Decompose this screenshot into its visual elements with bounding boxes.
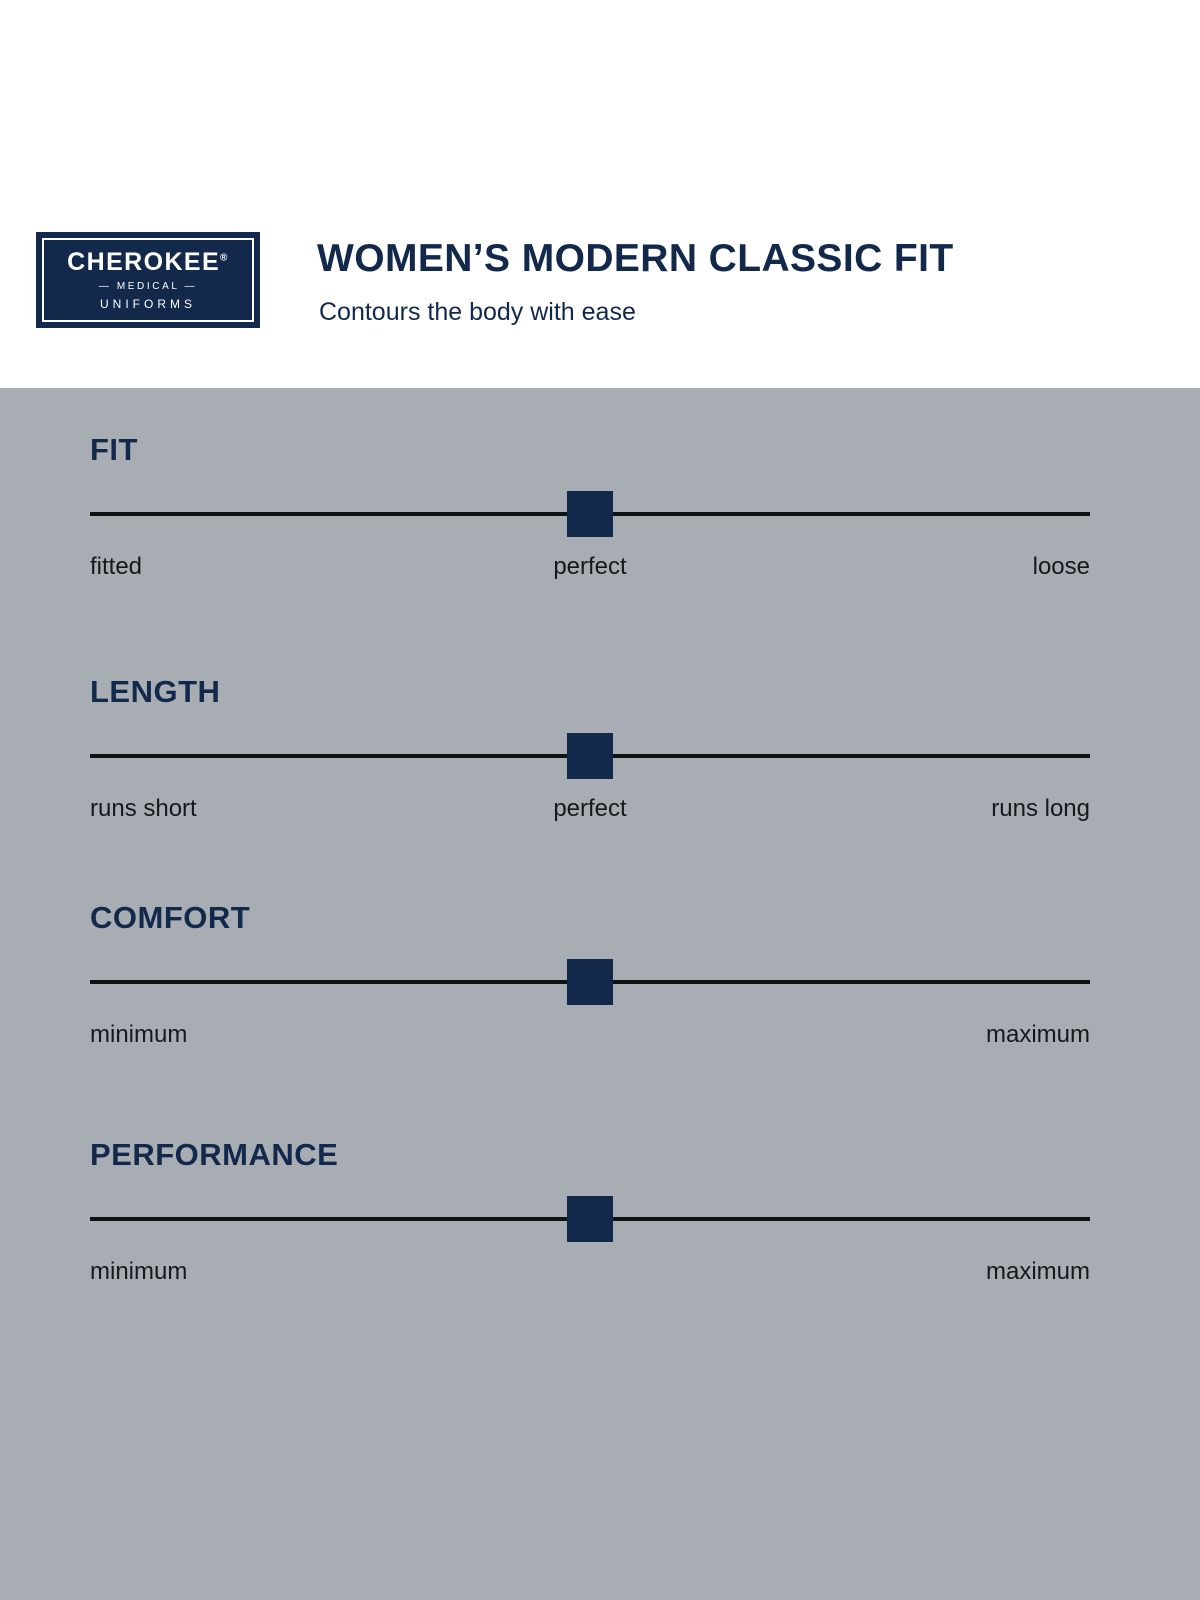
scale-length-endpoint-right: runs long <box>991 795 1090 822</box>
logo-brand-text: CHEROKEE <box>67 248 221 276</box>
scale-fit-label: FIT <box>90 432 138 467</box>
scale-length-endpoint-left: runs short <box>90 795 197 822</box>
scale-comfort-label: COMFORT <box>90 900 251 935</box>
scale-length <box>90 676 1090 825</box>
logo-subline-uniforms: UNIFORMS <box>100 297 196 311</box>
scale-performance-endpoints <box>90 1258 1090 1288</box>
header <box>0 0 1200 388</box>
scale-performance-endpoint-left: minimum <box>90 1258 188 1285</box>
scale-fit-marker[interactable] <box>567 491 613 537</box>
scale-length-marker[interactable] <box>567 733 613 779</box>
fit-scales-panel <box>0 388 1200 1600</box>
logo-frame <box>42 238 254 322</box>
scale-fit <box>90 434 1090 583</box>
scale-length-endpoint-mid: perfect <box>553 795 627 822</box>
scale-comfort-endpoints <box>90 1021 1090 1051</box>
scale-length-label: LENGTH <box>90 674 221 709</box>
scale-fit-track[interactable] <box>90 491 1090 537</box>
scale-comfort-track[interactable] <box>90 959 1090 1005</box>
page-subtitle: Contours the body with ease <box>319 298 636 326</box>
registered-mark-icon: ® <box>220 252 229 264</box>
scale-comfort <box>90 902 1090 1051</box>
scale-performance-marker[interactable] <box>567 1196 613 1242</box>
scale-length-endpoints <box>90 795 1090 825</box>
page-title: WOMEN’S MODERN CLASSIC FIT <box>317 237 954 280</box>
scale-comfort-endpoint-right: maximum <box>985 1021 1090 1048</box>
scale-fit-endpoint-mid: perfect <box>553 553 627 580</box>
logo-brand-name <box>67 250 229 275</box>
scale-performance-endpoint-right: maximum <box>985 1258 1090 1285</box>
scale-comfort-endpoint-left: minimum <box>90 1021 188 1048</box>
scale-performance <box>90 1139 1090 1288</box>
scale-fit-endpoint-left: fitted <box>90 553 143 580</box>
scale-fit-endpoints <box>90 553 1090 583</box>
scale-length-track[interactable] <box>90 733 1090 779</box>
scale-performance-track[interactable] <box>90 1196 1090 1242</box>
scale-fit-endpoint-right: loose <box>1032 553 1090 580</box>
scale-comfort-marker[interactable] <box>567 959 613 1005</box>
logo-subline-medical: — MEDICAL — <box>98 281 198 292</box>
scale-performance-label: PERFORMANCE <box>90 1137 339 1172</box>
cherokee-logo <box>36 232 260 328</box>
